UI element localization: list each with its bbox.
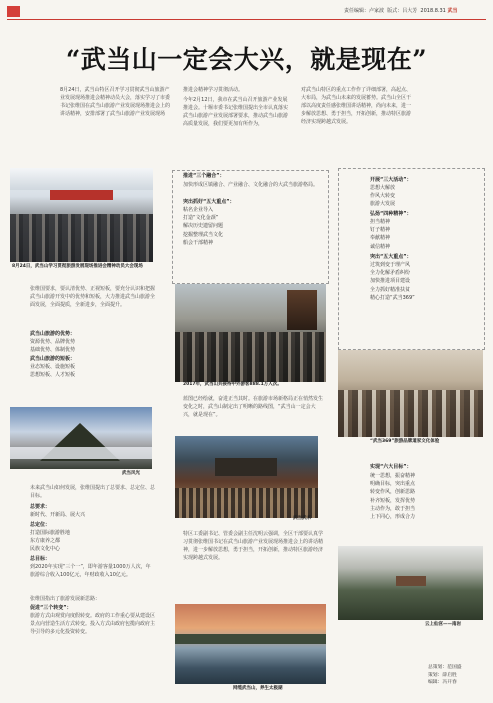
col1-list-3 [30,511,85,519]
list-item: 全力化解矛盾纠纷 [370,270,411,277]
taoist-culture-photo [338,350,483,437]
nanyan-photo [338,546,483,620]
mountain-photo-caption: 武当风光 [122,471,140,476]
taoist-culture-photo-caption: “武当369”旅游品牌道家文化体验 [370,439,440,444]
section-logo [7,6,20,17]
tourists-photo [175,284,326,382]
intro-col-4: 对武当山特区的重点工作作了详细部署，高起点、大布局，为武当山未来的发展蓄势。武当山全区干部以高度责任感张维国讲话精神，尚向未来，进一步解放思想、勇于担当，开拓创新，推动特区旅游经济实现跨越式发展。 [301,87,412,125]
credits [428,664,462,687]
col2-head-1: 推进“三个融合”： [183,173,225,179]
col1-para-2: 未来武当山如何发展，张维国提出了总要求、总定位、总目标。 [30,485,156,499]
col1-head-5: 总目标： [30,556,51,562]
list-item: 解决历史遗留问题 [183,223,224,230]
col1-para-5: 旅游方式由观赏向度假转变。政府的工作重心要从建设区景点向营造生活方式转变。投入方式由政府包揽向政府主导引导的多元化投资转变。 [30,613,156,635]
lake-photo [175,604,326,684]
list-item: 粘名企业导入 [183,207,214,213]
list-item: 旅游大发展 [370,201,396,208]
meeting-photo-caption: 8月24日，武当山学习贯彻旅游发展现场推进会精神动员大会现场 [12,264,143,269]
intro-col-3: 今年2月12日，我市在武当山召开旅游产业发展推进会。十堰市委书记张维国提出全市认真落实武当山旅游产业发展部署要求，推动武当山旅游高质量发展，我们要更加有所作为， [183,97,289,127]
col2-list-2 [183,206,223,247]
col1-para-4: 张维国指出了旅游发展新思路： [30,596,101,602]
list-item: 明确目标，突出重点 [370,481,416,488]
list-item: 加快推进项目建设 [370,278,411,285]
list-item: 基础优势、体制优势 [30,347,76,354]
header-date: 2018.8.31 [420,8,446,14]
list-item: 过筑到变于理产风 [370,262,411,268]
martial-arts-photo-caption: 武当武术 [293,516,311,521]
credit-line: 总策划：范国盛 [428,665,462,670]
list-item: 上下同心，形成合力 [370,514,416,521]
list-item: 船会干部精神 [183,239,214,246]
col1-head-3: 总要求： [30,504,51,510]
col2-para-2: 特区工委副书记、管委会副主任沈明云强调，全区干部要认真学习贯彻张维国书记在武当山旅游产业发展现场推进会上的讲话精神，进一步解放思想，勇于担当，开拓创新，推动特区旅游经济实现跨越式发展。 [183,531,324,561]
list-item: 诚信精神 [370,243,391,250]
list-item: 主动作为，敢于担当 [370,505,416,512]
list-item: 转变作风，创新思路 [370,489,416,496]
list-item: 资源优势、品牌优势 [30,339,76,345]
list-item: 精心打造“武当369” [370,294,415,301]
col3-list-2 [370,218,390,251]
col3-list-4 [370,472,415,521]
col3-head-1: 开展“三大活动”： [370,177,412,183]
list-item: 东方康养之都 [30,538,61,545]
nanyan-photo-caption: 云上仙宫——南岩 [425,622,461,627]
col1-head-4: 总定位： [30,522,51,528]
list-item: 钉子精神 [370,227,391,234]
lake-photo-caption: 网缆武当山，养生太极湖 [233,686,283,691]
col1-list-4 [30,529,70,554]
col1-list-2 [30,363,75,379]
list-item: 统一思想，振奋精神 [370,473,416,479]
list-item: 补齐短板，发挥优势 [370,497,416,504]
martial-arts-photo [175,436,318,518]
list-item: 打造“文化金颈” [183,215,219,222]
col2-para-1: 蓝图已经绘就，奋进正当其时。在旅游市场新格局正在悄然发生变化之时，武当山制定出了明晰的路线图，“武当山一定会大兴，就是现在”。 [183,396,324,418]
list-item: 新时代、开新局、展大兴 [30,512,86,518]
col3-list-3 [370,261,415,302]
meeting-photo [10,168,153,262]
intro-col-2: 推进会精神学习贯彻活动。 [183,87,244,93]
tourists-photo-caption: 2017年，武当山共接待中外游客888.1万人次。 [183,382,282,387]
list-item: 思想短板、人才短板 [30,372,76,379]
col1-para-3: 到2020年实现“三个一”，即年游客量1000万人次，年旅游综合收入100亿元，年财政收入10亿元。 [30,564,151,578]
col1-head-2: 武当山旅游的短板： [30,356,76,362]
col3-list-1 [370,184,395,209]
header-rule [7,19,486,20]
mountain-photo [10,407,152,469]
list-item: 民族文化中心 [30,546,61,553]
credit-line: 编辑：冯开春 [428,680,457,685]
col3-head-2: 弘扬“四种精神”： [370,211,412,217]
list-item: 打造国际旅游胜地 [30,530,71,536]
list-item: 全力抓好精准扶贫 [370,286,411,293]
header-editor: 责任编辑：卢家波 [344,8,385,14]
header-designer: 版式：吕大芳 [387,8,418,14]
credit-line: 策划：薛启胜 [428,672,457,678]
col1-head-1: 武当山旅游的优势： [30,331,76,337]
intro-col-1: 8月24日，武当山特区召开学习贯彻武当山旅游产业发展现场推进会精神动员大会，落实学习了市委书记张维国在武当山旅游产业发展现场推进会上的讲话精神，安排部署了武当山旅游产业发展现场 [60,87,171,117]
header-bar [344,7,457,15]
list-item: 挖掘整理武当文化 [183,231,224,238]
list-item: 担当精神 [370,219,391,225]
list-item: 思想大解放 [370,185,396,191]
col1-head-6: 促进“三个转变”： [30,605,72,611]
col3-head-4: 实现“六大目标”： [370,464,412,470]
list-item: 奉献精神 [370,235,391,242]
col2-head-2: 突出抓好“五大重点”： [183,199,235,205]
col1-list-1 [30,338,75,354]
col2-list-1: 加快形成区镇融合、产业融合、文化融合的大武当旅游格局。 [183,182,319,188]
list-item: 业态短板、设施短板 [30,364,76,370]
list-item: 作风大转变 [370,193,396,200]
header-section: 武当 [447,8,458,14]
col1-para-1: 张维国要求，要认清优势、正视短板，要充分认识和把握武当山旅游开发中的优势和短板，大力推进武当山旅游全面发展，全面提质，全新进步，全面提升。 [30,286,156,308]
col3-head-3: 突出“五大重点”： [370,254,412,260]
page-title: “武当山一定会大兴，就是现在” [65,45,428,74]
